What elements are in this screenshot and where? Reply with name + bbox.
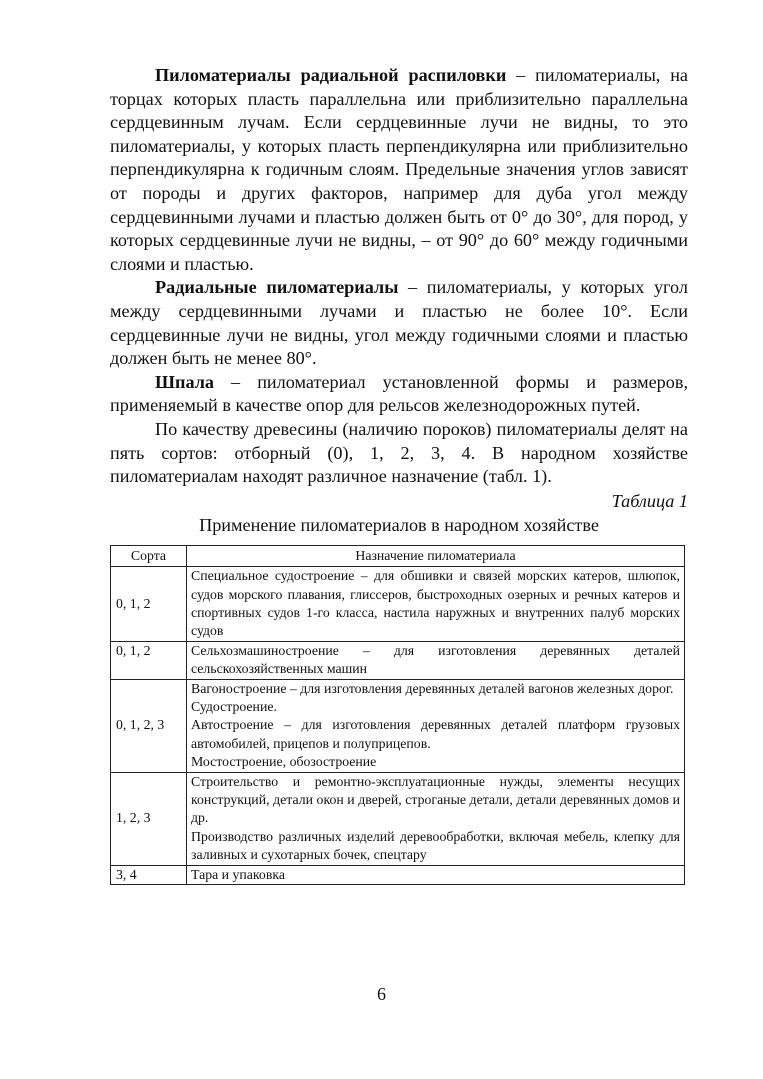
grade-cell: 0, 1, 2, 3 bbox=[111, 679, 187, 772]
definition-radial-sawing: – пиломатериалы, на торцах которых пласть параллельна или приблизительно параллельна сердцевинным лучам. Если сердцевинные лучи не видны, то это пиломатериалы, у которых пласть перпендикулярна или приблизительно перпендикулярна к годичным слоям. Предельные значения углов зависят от породы и других факторов, например для дуба угол между сердцевинными лучами и пластью должен быть от 0° до 30°, для пород, у которых сердцевинные лучи не видны, – от 90° до 60° между годичными слоями и пластью. bbox=[110, 65, 688, 274]
purpose-cell bbox=[187, 865, 685, 884]
grade-cell: 0, 1, 2 bbox=[111, 567, 187, 642]
page-number: 6 bbox=[377, 984, 386, 1004]
table-row bbox=[111, 679, 685, 772]
purpose-cell bbox=[187, 679, 685, 772]
header-purpose: Назначение пиломатериала bbox=[187, 545, 685, 566]
table-caption: Таблица 1 bbox=[611, 490, 688, 511]
definition-sleeper: – пиломатериал установленной формы и размеров, применяемый в качестве опор для рельсов железнодорожных путей. bbox=[110, 371, 688, 416]
header-grade: Сорта bbox=[111, 545, 187, 566]
table-header-row bbox=[111, 545, 685, 566]
paragraph-radial-lumber bbox=[110, 276, 688, 370]
purpose-cell bbox=[187, 567, 685, 642]
grade-cell: 0, 1, 2 bbox=[111, 641, 187, 679]
purpose-line: Тара и упаковка bbox=[191, 866, 285, 882]
purpose-cell bbox=[187, 641, 685, 679]
grade-cell: 3, 4 bbox=[111, 865, 187, 884]
term-radial-lumber: Радиальные пиломатериалы bbox=[155, 277, 399, 298]
table-row bbox=[111, 567, 685, 642]
purpose-line: Строительство и ремонтно-эксплуатационные нужды, элементы несущих конструкций, детали окон и дверей, строганые детали, детали деревянных домов и др. bbox=[191, 773, 680, 826]
definition-radial-lumber: – пиломатериалы, у которых угол между сердцевинными лучами и пластью не более 10°. Если сердцевинные лучи не видны, угол между годичными слоями и пластью должен быть не менее 80°. bbox=[110, 277, 688, 369]
table-row bbox=[111, 772, 685, 865]
grade-cell: 1, 2, 3 bbox=[111, 772, 187, 865]
grades-text: По качеству древесины (наличию пороков) пиломатериалы делят на пять сортов: отборный (0), 1, 2, 3, 4. В народном хозяйстве пиломатериалам находят различное назначение (табл. 1). bbox=[110, 418, 688, 487]
table-row bbox=[111, 865, 685, 884]
purpose-line: Сельхозмашиностроение – для изготовления деревянных деталей сельскохозяйственных машин bbox=[191, 642, 680, 677]
paragraph-grades bbox=[110, 418, 688, 489]
table-row bbox=[111, 641, 685, 679]
paragraph-radial-sawing bbox=[110, 64, 688, 276]
term-sleeper: Шпала bbox=[155, 371, 215, 392]
paragraph-sleeper bbox=[110, 371, 688, 418]
purpose-line: Автостроение – для изготовления деревянных деталей платформ грузовых автомобилей, прицепов и полуприцепов. bbox=[191, 717, 680, 751]
purpose-line: Судостроение. bbox=[191, 698, 277, 714]
purpose-line: Производство различных изделий деревообработки, включая мебель, клепку для заливных и сухотарных бочек, спецтару bbox=[191, 828, 680, 863]
purpose-cell bbox=[187, 772, 685, 865]
lumber-application-table bbox=[110, 545, 685, 885]
term-radial-sawing: Пиломатериалы радиальной распиловки bbox=[155, 65, 507, 85]
document-page bbox=[110, 64, 688, 885]
purpose-line: Специальное судостроение – для обшивки и связей морских катеров, шлюпок, судов морского плавания, глиссеров, быстроходных озерных и речных катеров и спортивных судов 1-го класса, настила наружных и внутренних палуб морских судов bbox=[191, 568, 680, 639]
table-title: Применение пиломатериалов в народном хозяйстве bbox=[199, 514, 599, 535]
purpose-line: Вагоностроение – для изготовления деревянных деталей вагонов железных дорог. bbox=[191, 680, 674, 696]
purpose-line: Мостостроение, обозостроение bbox=[191, 754, 377, 770]
